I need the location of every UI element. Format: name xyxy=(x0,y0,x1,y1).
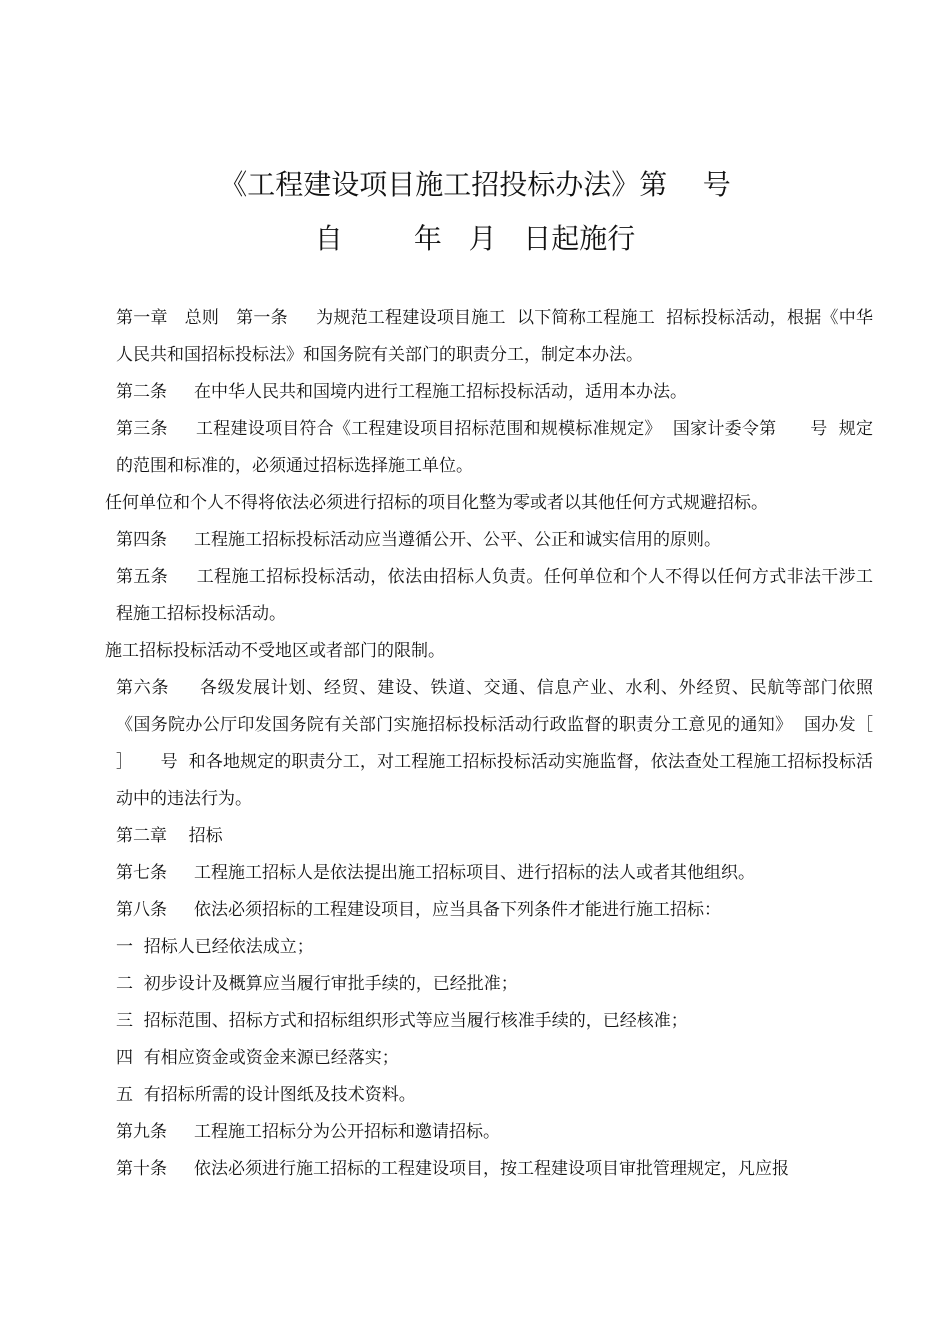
paragraph-article-4: 第四条 工程施工招标投标活动应当遵循公开、公平、公正和诚实信用的原则。 xyxy=(116,530,722,550)
list-item-1: 一 招标人已经依法成立； xyxy=(116,937,314,957)
list-item-3: 三 招标范围、招标方式和招标组织形式等应当履行核准手续的，已经核准； xyxy=(116,1011,688,1031)
title-line-1: 《工程建设项目施工招投标办法》第 号 xyxy=(219,168,731,201)
paragraph-article-5-cont: 施工招标投标活动不受地区或者部门的限制。 xyxy=(105,641,445,661)
paragraph-article-9: 第九条 工程施工招标分为公开招标和邀请招标。 xyxy=(116,1122,501,1142)
paragraph-article-5: 第五条 工程施工招标投标活动，依法由招标人负责。任何单位和个人不得以任何方式非法干涉工程施工招标投标活动。 xyxy=(116,567,873,624)
title-line-2: 自 年 月 日起施行 xyxy=(314,222,636,255)
paragraph-article-6: 第六条 各级发展计划、经贸、建设、铁道、交通、信息产业、水利、外经贸、民航等部门依照《国务院办公厅印发国务院有关部门实施招标投标活动行政监督的职责分工意见的通知》 国办发［ ］ 号 和各地规定的职责分工，对工程施工招标投标活动实施监督，依法查处工程施工招标投标活动中的违法行为。 xyxy=(116,678,917,809)
document-body xyxy=(105,300,917,1188)
document-title xyxy=(0,158,950,266)
paragraph-article-10: 第十条 依法必须进行施工招标的工程建设项目，按工程建设项目审批管理规定，凡应报 xyxy=(116,1159,790,1179)
list-item-4: 四 有相应资金或资金来源已经落实； xyxy=(116,1048,399,1068)
chapter-heading-2: 第二章 招标 xyxy=(116,826,223,846)
paragraph-article-7: 第七条 工程施工招标人是依法提出施工招标项目、进行招标的法人或者其他组织。 xyxy=(116,863,756,883)
paragraph-article-2: 第二条 在中华人民共和国境内进行工程施工招标投标活动，适用本办法。 xyxy=(116,382,688,402)
paragraph-article-8: 第八条 依法必须招标的工程建设项目，应当具备下列条件才能进行施工招标： xyxy=(116,900,722,920)
paragraph-article-3: 第三条 工程建设项目符合《工程建设项目招标范围和规模标准规定》 国家计委令第 号 规定的范围和标准的，必须通过招标选择施工单位。 xyxy=(116,419,873,476)
paragraph-article-3-cont: 任何单位和个人不得将依法必须进行招标的项目化整为零或者以其他任何方式规避招标。 xyxy=(105,493,768,513)
list-item-5: 五 有招标所需的设计图纸及技术资料。 xyxy=(116,1085,416,1105)
list-item-2: 二 初步设计及概算应当履行审批手续的，已经批准； xyxy=(116,974,518,994)
paragraph-article-1: 第一章 总则 第一条 为规范工程建设项目施工 以下简称工程施工 招标投标活动，根据《中华人民共和国招标投标法》和国务院有关部门的职责分工，制定本办法。 xyxy=(116,308,873,365)
